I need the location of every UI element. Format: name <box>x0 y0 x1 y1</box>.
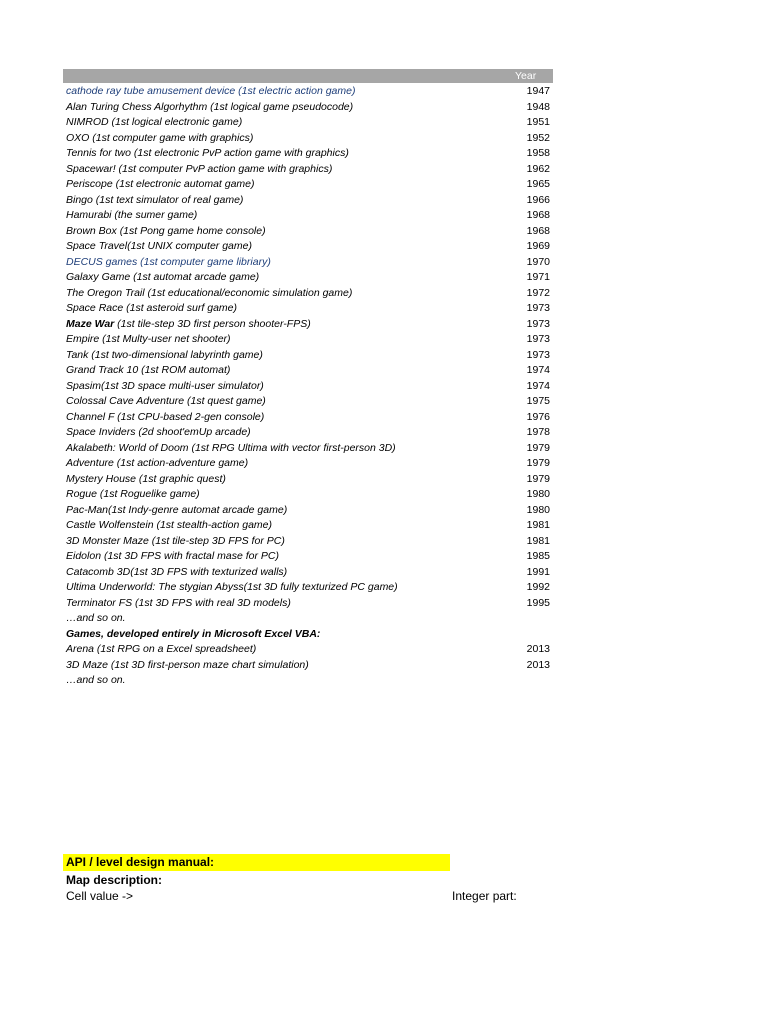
table-row <box>0 565 768 581</box>
game-name-cell[interactable]: Alan Turing Chess Algorhythm (1st logical game pseudocode) <box>66 100 354 113</box>
year-cell[interactable]: 1970 <box>526 255 550 268</box>
table-row <box>0 162 768 178</box>
table-row <box>0 441 768 457</box>
table-row <box>0 115 768 131</box>
table-row <box>0 363 768 379</box>
table-row <box>0 379 768 395</box>
table-row <box>0 627 768 643</box>
table-row <box>0 255 768 271</box>
table-header-bar <box>63 69 553 83</box>
year-cell[interactable]: 1981 <box>526 519 550 531</box>
year-cell[interactable]: 1966 <box>526 193 550 206</box>
game-name-cell[interactable]: Space Race (1st asteroid surf game) <box>66 302 237 314</box>
table-row <box>0 425 768 441</box>
table-row <box>0 549 768 565</box>
integer-part-label: Integer part: <box>452 889 517 903</box>
game-name-cell[interactable]: 3D Monster Maze (1st tile-step 3D FPS for PC) <box>66 534 285 547</box>
game-name-cell[interactable]: Space Inviders (2d shoot'emUp arcade) <box>66 426 251 438</box>
table-row <box>0 270 768 286</box>
table-row <box>0 611 768 627</box>
game-name-cell[interactable]: Space Travel(1st UNIX computer game) <box>66 240 252 252</box>
year-cell[interactable]: 1968 <box>526 209 550 221</box>
year-column-header: Year <box>515 70 537 82</box>
year-cell[interactable]: 1973 <box>526 317 550 330</box>
year-cell[interactable]: 1980 <box>526 503 550 516</box>
game-name-rest: (1st tile-step 3D first person shooter-FPS) <box>114 317 311 330</box>
table-row <box>0 84 768 100</box>
game-name-cell[interactable]: DECUS games (1st computer game libriary) <box>66 255 271 268</box>
game-name-cell[interactable]: cathode ray tube amusement device (1st electric action game) <box>66 85 356 97</box>
table-row <box>0 456 768 472</box>
game-name-cell[interactable]: NIMROD (1st logical electronic game) <box>66 116 243 128</box>
game-name-cell[interactable]: Empire (1st Multy-user net shooter) <box>66 333 231 345</box>
table-row <box>0 193 768 209</box>
year-cell[interactable]: 1975 <box>526 395 550 407</box>
year-cell[interactable]: 1951 <box>526 116 550 128</box>
year-cell[interactable]: 1973 <box>526 333 550 345</box>
table-row <box>0 410 768 426</box>
game-name-cell[interactable]: …and so on. <box>66 674 126 686</box>
year-cell[interactable]: 1958 <box>526 147 550 159</box>
year-cell[interactable]: 1980 <box>526 488 550 500</box>
manual-title: API / level design manual: <box>66 855 215 869</box>
year-cell[interactable]: 1962 <box>526 162 550 175</box>
table-row <box>0 301 768 317</box>
game-name-cell[interactable]: Mystery House (1st graphic quest) <box>66 472 226 485</box>
game-name-cell[interactable]: Rogue (1st Roguelike game) <box>66 488 200 500</box>
table-row <box>0 224 768 240</box>
game-name-cell[interactable]: Akalabeth: World of Doom (1st RPG Ultima with vector first-person 3D) <box>66 441 396 454</box>
game-name-cell[interactable]: …and so on. <box>66 612 126 624</box>
year-cell[interactable]: 1979 <box>526 472 550 485</box>
cell-value-label: Cell value -> <box>66 889 134 903</box>
table-row <box>0 348 768 364</box>
year-cell[interactable]: 1973 <box>526 302 550 314</box>
table-row <box>0 658 768 674</box>
year-cell[interactable]: 1974 <box>526 364 550 376</box>
table-row <box>0 534 768 550</box>
year-cell[interactable]: 1974 <box>526 379 550 392</box>
year-cell[interactable]: 1965 <box>526 178 550 190</box>
game-name-cell[interactable]: Brown Box (1st Pong game home console) <box>66 224 266 237</box>
table-row <box>0 503 768 519</box>
game-name-cell[interactable]: Grand Track 10 (1st ROM automat) <box>66 364 231 376</box>
game-name-cell[interactable]: Periscope (1st electronic automat game) <box>66 178 255 190</box>
year-cell[interactable]: 2013 <box>526 658 550 671</box>
table-row <box>0 239 768 255</box>
game-name-cell[interactable]: Adventure (1st action-adventure game) <box>66 457 249 469</box>
game-name-cell[interactable]: Spacewar! (1st computer PvP action game with graphics) <box>66 162 333 175</box>
year-cell[interactable]: 1969 <box>526 240 550 252</box>
game-name-cell[interactable]: Tennis for two (1st electronic PvP action game with graphics) <box>66 147 349 159</box>
table-row <box>0 131 768 147</box>
game-name-cell[interactable]: Games, developed entirely in Microsoft Excel VBA: <box>66 627 321 640</box>
year-cell[interactable]: 1981 <box>526 534 550 547</box>
game-name-cell[interactable]: 3D Maze (1st 3D first-person maze chart simulation) <box>66 658 309 671</box>
game-name-cell[interactable]: Terminator FS (1st 3D FPS with real 3D models) <box>66 596 291 609</box>
map-description-heading: Map description: <box>66 873 163 887</box>
game-name-cell[interactable]: Spasim(1st 3D space multi-user simulator) <box>66 379 264 392</box>
year-cell[interactable]: 1971 <box>526 271 550 283</box>
year-cell[interactable]: 1979 <box>526 457 550 469</box>
table-row <box>0 472 768 488</box>
game-name-cell[interactable]: Arena (1st RPG on a Excel spreadsheet) <box>66 643 257 655</box>
game-name-cell[interactable]: Colossal Cave Adventure (1st quest game) <box>66 395 266 407</box>
game-name-cell[interactable]: Ultima Underworld: The stygian Abyss(1st 3D fully texturized PC game) <box>66 581 398 593</box>
year-cell[interactable]: 1985 <box>526 550 550 562</box>
year-cell[interactable]: 1973 <box>526 348 550 361</box>
game-name-cell[interactable]: The Oregon Trail (1st educational/economic simulation game) <box>66 286 353 299</box>
game-name-cell[interactable]: Castle Wolfenstein (1st stealth-action game) <box>66 519 273 531</box>
game-name-cell[interactable]: OXO (1st computer game with graphics) <box>66 131 254 144</box>
game-name-cell[interactable]: Channel F (1st CPU-based 2-gen console) <box>66 410 265 423</box>
game-name-cell[interactable]: Catacomb 3D(1st 3D FPS with texturized walls) <box>66 565 288 578</box>
table-row <box>0 487 768 503</box>
year-cell[interactable]: 1991 <box>526 565 550 578</box>
game-name-bold: Maze War <box>66 317 115 330</box>
table-row <box>0 642 768 658</box>
year-cell[interactable]: 1952 <box>526 131 550 144</box>
table-row <box>0 673 768 689</box>
table-row <box>0 286 768 302</box>
table-row <box>0 518 768 534</box>
table-row <box>0 332 768 348</box>
year-cell[interactable]: 1968 <box>526 224 550 237</box>
year-cell[interactable]: 1995 <box>526 596 550 609</box>
table-row <box>0 146 768 162</box>
game-name-cell[interactable]: Eidolon (1st 3D FPS with fractal mase for PC) <box>66 550 279 562</box>
year-cell[interactable]: 1972 <box>526 286 550 299</box>
year-cell[interactable]: 1976 <box>526 410 550 423</box>
year-cell[interactable]: 1948 <box>526 100 550 113</box>
year-cell[interactable]: 2013 <box>526 643 550 655</box>
game-history-table <box>0 84 768 689</box>
game-name-cell[interactable]: Tank (1st two-dimensional labyrinth game) <box>66 348 263 361</box>
table-row <box>0 580 768 596</box>
table-row <box>0 177 768 193</box>
table-row <box>0 596 768 612</box>
year-cell[interactable]: 1992 <box>526 581 550 593</box>
year-cell[interactable]: 1978 <box>526 426 550 438</box>
game-name-cell[interactable]: Galaxy Game (1st automat arcade game) <box>66 271 260 283</box>
game-name-cell[interactable]: Hamurabi (the sumer game) <box>66 209 198 221</box>
table-row <box>0 208 768 224</box>
year-cell[interactable]: 1947 <box>526 85 550 97</box>
game-name-cell[interactable] <box>66 317 311 333</box>
year-cell[interactable]: 1979 <box>526 441 550 454</box>
table-row <box>0 394 768 410</box>
game-name-cell[interactable]: Bingo (1st text simulator of real game) <box>66 193 244 206</box>
game-name-cell[interactable]: Pac-Man(1st Indy-genre automat arcade game) <box>66 503 288 516</box>
table-row <box>0 100 768 116</box>
table-row <box>0 317 768 333</box>
